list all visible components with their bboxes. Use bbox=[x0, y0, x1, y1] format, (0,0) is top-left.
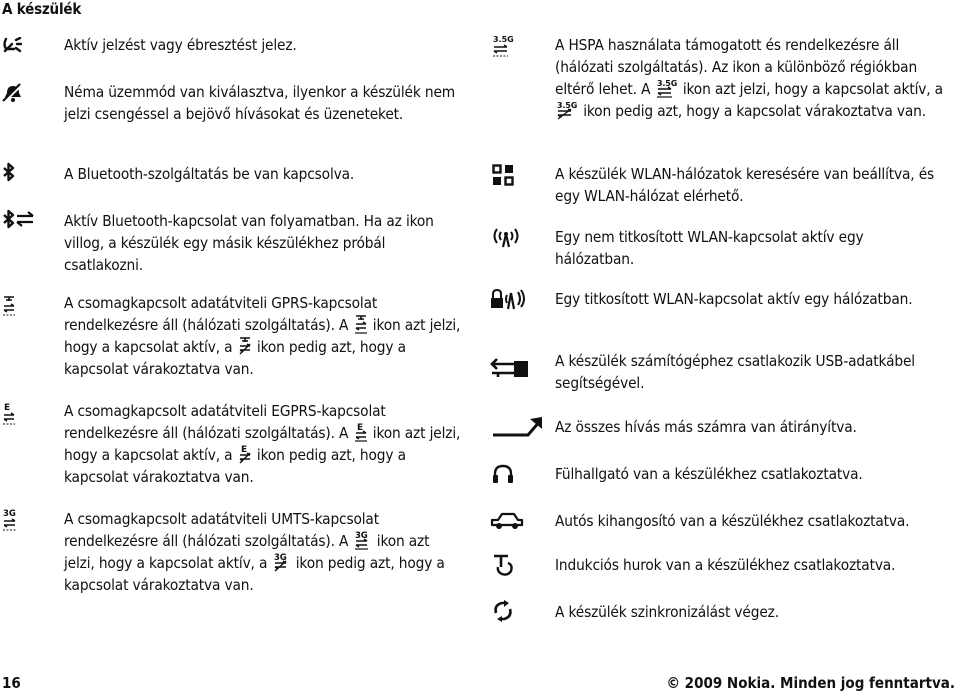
svg-text:3G: 3G bbox=[354, 531, 368, 541]
wlan-open-description: Egy nem titkosított WLAN-kapcsolat aktív egy hálózatban. bbox=[555, 228, 864, 268]
gprs-description: A csomagkapcsolt adatátviteli GPRS-kapcsolat rendelkezésre áll (hálózati szolgáltatás). A ikon azt jelzi, hogy a kapcsolat aktív, a ikon pedig azt, hogy a kapcsolat várakoztatva van. bbox=[64, 294, 461, 378]
gprs-active-icon bbox=[354, 314, 368, 334]
hspa-label: 3.5G bbox=[493, 35, 514, 44]
alarm-description: Aktív jelzést vagy ébresztést jelez. bbox=[64, 36, 297, 54]
wlan-scan-description: A készülék WLAN-hálózatok keresésére van beállítva, és egy WLAN-hálózat elérhető. bbox=[555, 165, 935, 205]
usb-icon bbox=[490, 353, 530, 381]
svg-text:3G: 3G bbox=[273, 553, 287, 563]
egprs-icon bbox=[2, 402, 16, 426]
egprs-label: E bbox=[4, 403, 11, 413]
headset-icon bbox=[492, 464, 514, 484]
umts-label: 3G bbox=[3, 509, 16, 519]
wlan-secure-icon bbox=[490, 288, 530, 312]
wlan-open-icon bbox=[492, 226, 520, 248]
bluetooth-icon bbox=[2, 162, 16, 182]
svg-text:3.5G: 3.5G bbox=[557, 101, 578, 110]
copyright-notice: © 2009 Nokia. Minden jog fenntartva. bbox=[666, 674, 955, 692]
loopset-description: Indukciós hurok van a készülékhez csatlakoztatva. bbox=[555, 556, 896, 574]
gprs-held-icon bbox=[238, 336, 252, 356]
wlan-scan-icon bbox=[492, 164, 514, 186]
car-kit-description: Autós kihangosító van a készülékhez csatlakoztatva. bbox=[555, 512, 910, 530]
call-divert-description: Az összes hívás más számra van átirányítva. bbox=[555, 418, 857, 436]
silent-mode-description: Néma üzemmód van kiválasztva, ilyenkor a készülék nem jelzi csengéssel a bejövő hívásokat és üzeneteket. bbox=[64, 83, 456, 123]
silent-mode-icon bbox=[2, 83, 22, 103]
section-title: A készülék bbox=[2, 0, 82, 18]
egprs-description: A csomagkapcsolt adatátviteli EGPRS-kapcsolat rendelkezésre áll (hálózati szolgáltatás). A E ikon azt jelzi, hogy a kapcsolat aktív, a E ikon pedig azt, hogy a kapcsolat várakoztatva van. bbox=[64, 402, 461, 486]
bluetooth-active-description: Aktív Bluetooth-kapcsolat van folyamatban. Ha az ikon villog, a készülék egy másik készülékhez próbál csatlakozni. bbox=[64, 212, 434, 274]
hspa-active-icon bbox=[656, 78, 678, 98]
hspa-icon bbox=[492, 34, 514, 58]
umts-held-icon bbox=[273, 552, 291, 572]
egprs-held-icon bbox=[238, 444, 252, 464]
svg-text:E: E bbox=[240, 445, 247, 455]
svg-text:E: E bbox=[356, 423, 363, 433]
umts-description: A csomagkapcsolt adatátviteli UMTS-kapcsolat rendelkezésre áll (hálózati szolgáltatás). A 3G ikon azt jelzi, hogy a kapcsolat aktív, a 3G ikon pedig azt, hogy a kapcsolat várakoztatva van. bbox=[64, 510, 445, 594]
svg-text:3.5G: 3.5G bbox=[656, 79, 677, 88]
umts-icon bbox=[2, 508, 20, 532]
sync-icon bbox=[492, 600, 514, 622]
loopset-icon bbox=[492, 553, 516, 577]
hspa-held-icon bbox=[556, 100, 578, 120]
umts-active-icon bbox=[354, 530, 372, 550]
usb-description: A készülék számítógéphez csatlakozik USB-adatkábel segítségével. bbox=[555, 352, 915, 392]
call-divert-icon bbox=[492, 415, 544, 439]
hspa-description: A HSPA használata támogatott és rendelkezésre áll (hálózati szolgáltatás). Az ikon a különböző régiókban eltérő lehet. A 3.5G ikon azt jelzi, hogy a kapcsolat aktív, a 3.5G ikon pedig azt, hogy a kapcsolat várakoztatva van. bbox=[555, 36, 943, 120]
bluetooth-description: A Bluetooth-szolgáltatás be van kapcsolva. bbox=[64, 165, 355, 183]
gprs-icon bbox=[2, 295, 16, 317]
headset-description: Fülhallgató van a készülékhez csatlakoztatva. bbox=[555, 465, 863, 483]
car-kit-icon bbox=[490, 511, 524, 531]
sync-description: A készülék szinkronizálást végez. bbox=[555, 603, 779, 621]
bluetooth-active-icon bbox=[2, 209, 36, 229]
wlan-secure-description: Egy titkosított WLAN-kapcsolat aktív egy hálózatban. bbox=[555, 290, 913, 308]
page-number: 16 bbox=[2, 674, 21, 692]
alarm-icon bbox=[2, 37, 22, 55]
egprs-active-icon bbox=[354, 422, 368, 442]
